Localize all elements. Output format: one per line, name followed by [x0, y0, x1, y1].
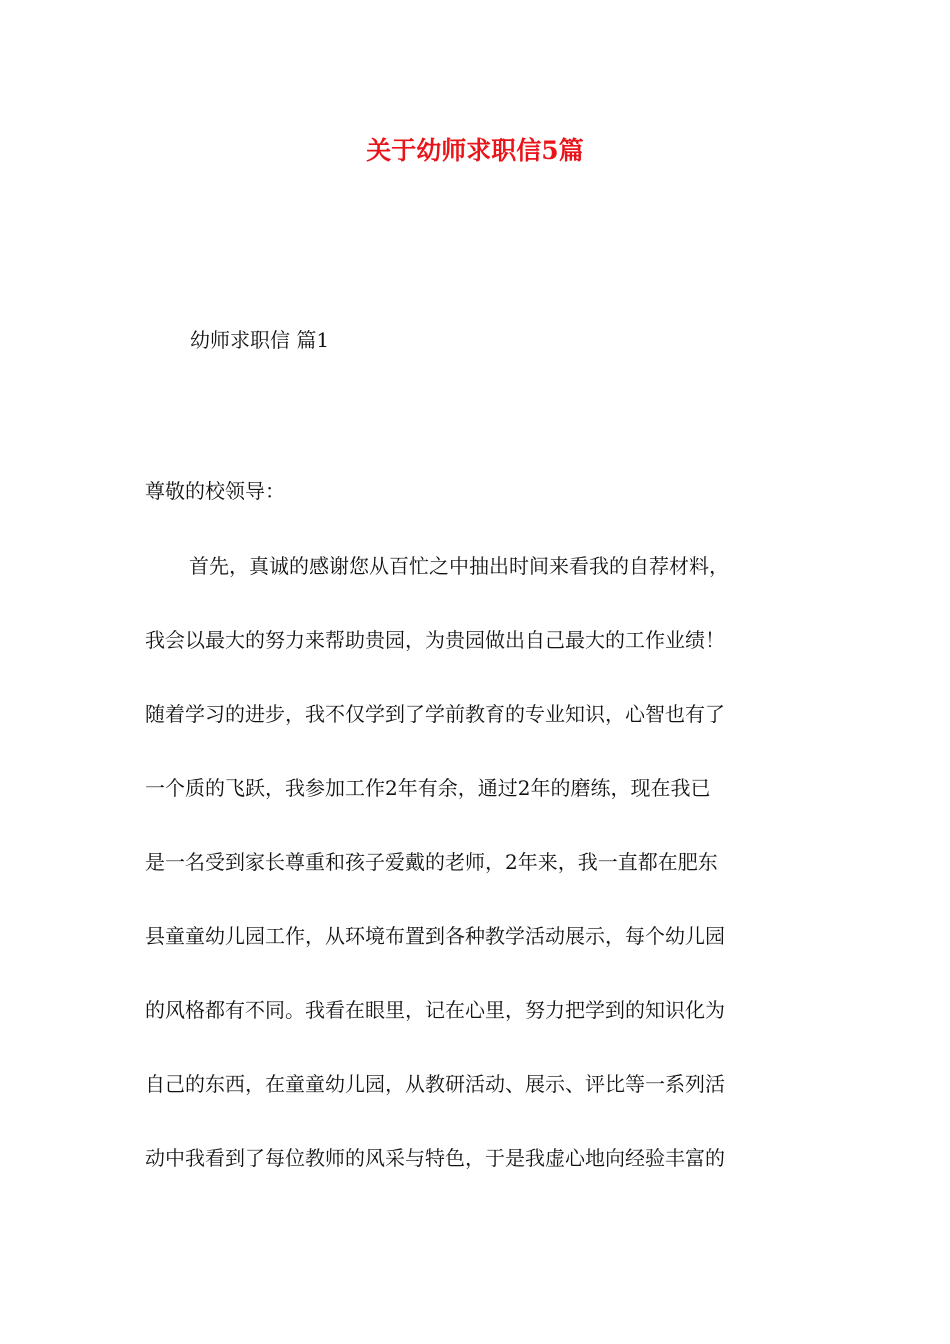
body-line: 自己的东西，在童童幼儿园，从教研活动、展示、评比等一系列活 [145, 1072, 725, 1096]
section-heading: 幼师求职信 篇1 [190, 328, 330, 352]
salutation: 尊敬的校领导： [145, 479, 285, 503]
body-line: 的风格都有不同。我看在眼里，记在心里，努力把学到的知识化为 [145, 998, 725, 1022]
body-line: 县童童幼儿园工作，从环境布置到各种教学活动展示，每个幼儿园 [145, 924, 725, 948]
letter-body [145, 550, 810, 1216]
body-line: 是一名受到家长尊重和孩子爱戴的老师，2年来，我一直都在肥东 [145, 850, 718, 874]
document-title: 关于幼师求职信5篇 [366, 136, 584, 165]
body-line: 随着学习的进步，我不仅学到了学前教育的专业知识，心智也有了 [145, 702, 725, 726]
body-line: 我会以最大的努力来帮助贵园，为贵园做出自己最大的工作业绩！ [145, 628, 725, 652]
body-line: 首先，真诚的感谢您从百忙之中抽出时间来看我的自荐材料， [189, 554, 729, 578]
body-line: 动中我看到了每位教师的风采与特色，于是我虚心地向经验丰富的 [145, 1146, 725, 1170]
body-line: 一个质的飞跃，我参加工作2年有余，通过2年的磨练，现在我已 [145, 776, 711, 800]
